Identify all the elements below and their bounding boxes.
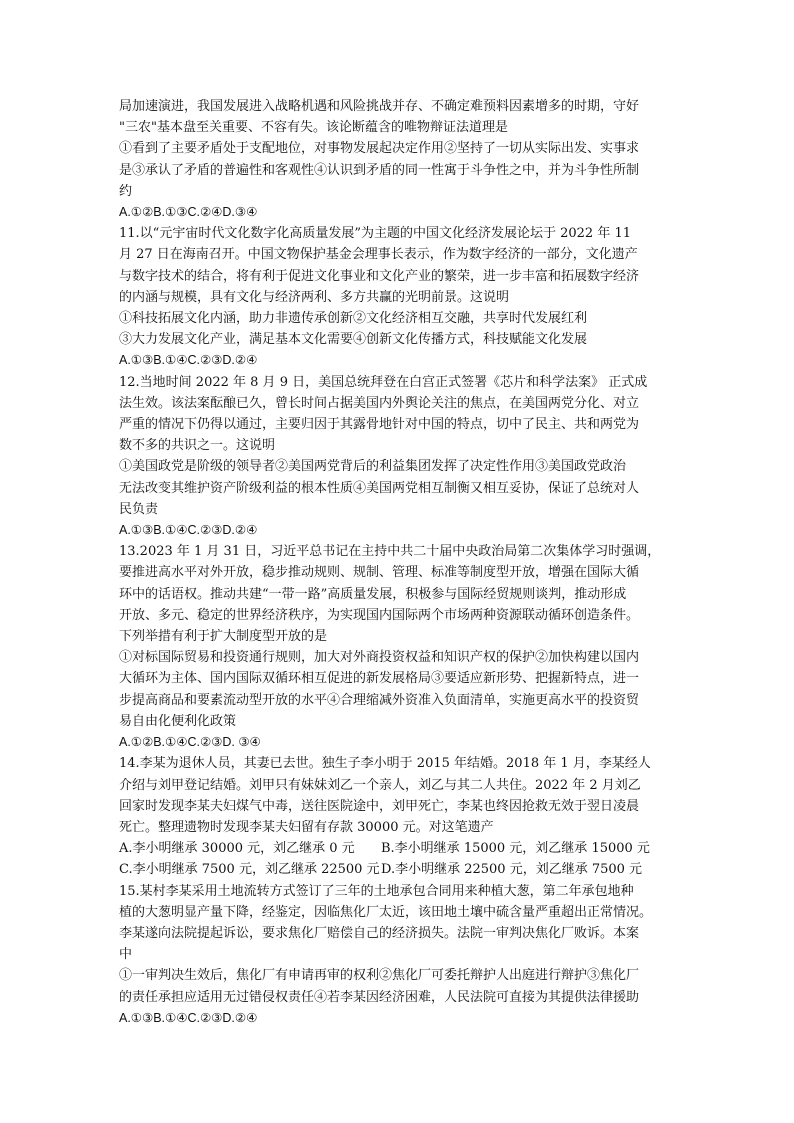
statement-text: ③大力发展文化产业，满足基本文化需要④创新文化传播方式，科技赋能文化发展 bbox=[119, 332, 588, 348]
statement-text: 步提高商品和要素流动型开放的水平④合理缩减外资准入负面清单，实施更高水平的投资贸 bbox=[119, 692, 640, 708]
question-11 bbox=[119, 223, 679, 371]
question-text: 回家时发现李某夫妇煤气中毒，送往医院途中，刘甲死亡，李某也终因抢救无效于翌日凌晨 bbox=[119, 798, 640, 814]
statement-text: ①美国政党是阶级的领导者②美国两党背后的利益集团发挥了决定性作用③美国政党政治 bbox=[119, 459, 627, 475]
option-a: A.李小明继承 30000 元，刘乙继承 0 元 bbox=[119, 841, 355, 857]
question-text: 局加速演进，我国发展进入战略机遇和风险挑战并存、不确定难预料因素增多的时期，守好 bbox=[119, 99, 640, 114]
question-text: 11.以“元宇宙时代文化数字化高质量发展”为主题的中国文化经济发展论坛于 2022 年 11 bbox=[119, 226, 631, 242]
statement-text: ①一审判决生效后，焦化厂有申请再审的权利②焦化厂可委托辩护人出庭进行辩护③焦化厂 bbox=[119, 968, 640, 984]
question-text: 的内涵与规模，具有文化与经济两利、多方共赢的光明前景。这说明 bbox=[119, 289, 510, 305]
question-text: 月 27 日在海南召开。中国文物保护基金会理事长表示，作为数字经济的一部分，文化遗产 bbox=[119, 247, 638, 263]
question-text: 12.当地时间 2022 年 8 月 9 日，美国总统拜登在白宫正式签署《芯片和科学法案》 正式成 bbox=[119, 374, 648, 390]
question-10-continuation bbox=[119, 96, 679, 223]
option-d: D.李小明继承 22500 元，刘乙继承 7500 元 bbox=[381, 862, 643, 878]
options-row bbox=[119, 859, 679, 880]
statement-text: ①科技拓展文化内涵，助力非遗传承创新②文化经济相互交融，共享时代发展红利 bbox=[119, 311, 588, 327]
question-12 bbox=[119, 372, 679, 542]
statement-text: ①对标国际贸易和投资通行规则，加大对外商投资权益和知识产权的保护②加快构建以国内 bbox=[119, 650, 640, 666]
answer-options: A.①③B.①④C.②③D.②④ bbox=[119, 1010, 258, 1025]
question-14 bbox=[119, 753, 679, 880]
statement-text: 民负责 bbox=[119, 501, 159, 517]
question-text: "三农"基本盘至关重要、不容有失。该论断蕴含的唯物辩证法道理是 bbox=[119, 120, 508, 136]
question-text: 死亡。整理遗物时发现李某夫妇留有存款 30000 元。对这笔遗产 bbox=[119, 819, 494, 835]
option-c: C.李小明继承 7500 元，刘乙继承 22500 元 bbox=[119, 862, 380, 878]
question-text: 开放、多元、稳定的世界经济秩序，为实现国内国际两个市场两种资源联动循环创造条件。 bbox=[119, 607, 640, 623]
question-text: 严重的情况下仍得以通过，主要归因于其露骨地针对中国的特点，切中了民主、共和两党为 bbox=[119, 417, 640, 433]
exam-page bbox=[119, 96, 679, 1029]
question-15 bbox=[119, 881, 679, 1029]
question-text: 李某遂向法院提起诉讼，要求焦化厂赔偿自己的经济损失。法院一审判决焦化厂败诉。本案 bbox=[119, 925, 640, 941]
question-13 bbox=[119, 541, 679, 753]
answer-options: A.①③B.①④C.②③D.②④ bbox=[119, 523, 258, 538]
answer-options: A.①③B.①④C.②③D.②④ bbox=[119, 353, 258, 368]
answer-options: A.①②B.①③C.②④D.③④ bbox=[119, 205, 258, 220]
question-text: 13.2023 年 1 月 31 日，习近平总书记在主持中共二十届中央政治局第二次集体学习时强调， bbox=[119, 544, 661, 560]
question-text: 15.某村李某采用土地流转方式签订了三年的土地承包合同用来种植大葱，第二年承包地种 bbox=[119, 883, 634, 899]
statement-text: 易自由化便利化政策 bbox=[119, 713, 237, 729]
statement-text: ①看到了主要矛盾处于支配地位，对事物发展起决定作用②坚持了一切从实际出发、实事求 bbox=[119, 141, 640, 157]
statement-text: 约 bbox=[119, 183, 133, 199]
question-text: 法生效。该法案酝酿已久，曾长时间占据美国内外舆论关注的焦点，在美国两党分化、对立 bbox=[119, 395, 640, 411]
question-text: 环中的话语权。推动共建“一带一路”高质量发展，积极参与国际经贸规则谈判，推动形成 bbox=[119, 586, 627, 602]
statement-text: 大循环为主体、国内国际双循环相互促进的新发展格局③要适应新形势、把握新特点，进一 bbox=[119, 671, 640, 687]
option-b: B.李小明继承 15000 元，刘乙继承 15000 元 bbox=[381, 841, 650, 857]
question-text: 与数字技术的结合，将有利于促进文化事业和文化产业的繁荣，进一步丰富和拓展数字经济 bbox=[119, 268, 640, 284]
options-row bbox=[119, 838, 679, 859]
answer-options: A.①②B.①④C.②③D. ③④ bbox=[119, 735, 261, 750]
statement-text: 的责任承担应适用无过错侵权责任④若李某因经济困难，人民法院可直接为其提供法律援助 bbox=[119, 989, 640, 1005]
question-text: 要推进高水平对外开放，稳步推动规则、规制、管理、标准等制度型开放，增强在国际大循 bbox=[119, 565, 640, 581]
question-text: 中 bbox=[119, 947, 133, 963]
question-text: 数不多的共识之一。这说明 bbox=[119, 438, 276, 454]
question-text: 14.李某为退休人员，其妻已去世。独生子李小明于 2015 年结婚。2018 年 1 月，李某经人 bbox=[119, 756, 651, 772]
question-text: 植的大葱明显产量下降，经鉴定，因临焦化厂太近，该田地土壤中硫含量严重超出正常情况。 bbox=[119, 904, 653, 920]
question-text: 介绍与刘甲登记结婚。刘甲只有妹妹刘乙一个亲人，刘乙与其二人共住。2022 年 2 月刘乙 bbox=[119, 777, 641, 793]
question-text: 下列举措有利于扩大制度型开放的是 bbox=[119, 629, 328, 645]
statement-text: 无法改变其维护资产阶级利益的根本性质④美国两党相互制衡又相互妥协，保证了总统对人 bbox=[119, 480, 640, 496]
statement-text: 是③承认了矛盾的普遍性和客观性④认识到矛盾的同一性寓于斗争性之中，并为斗争性所制 bbox=[119, 162, 640, 178]
